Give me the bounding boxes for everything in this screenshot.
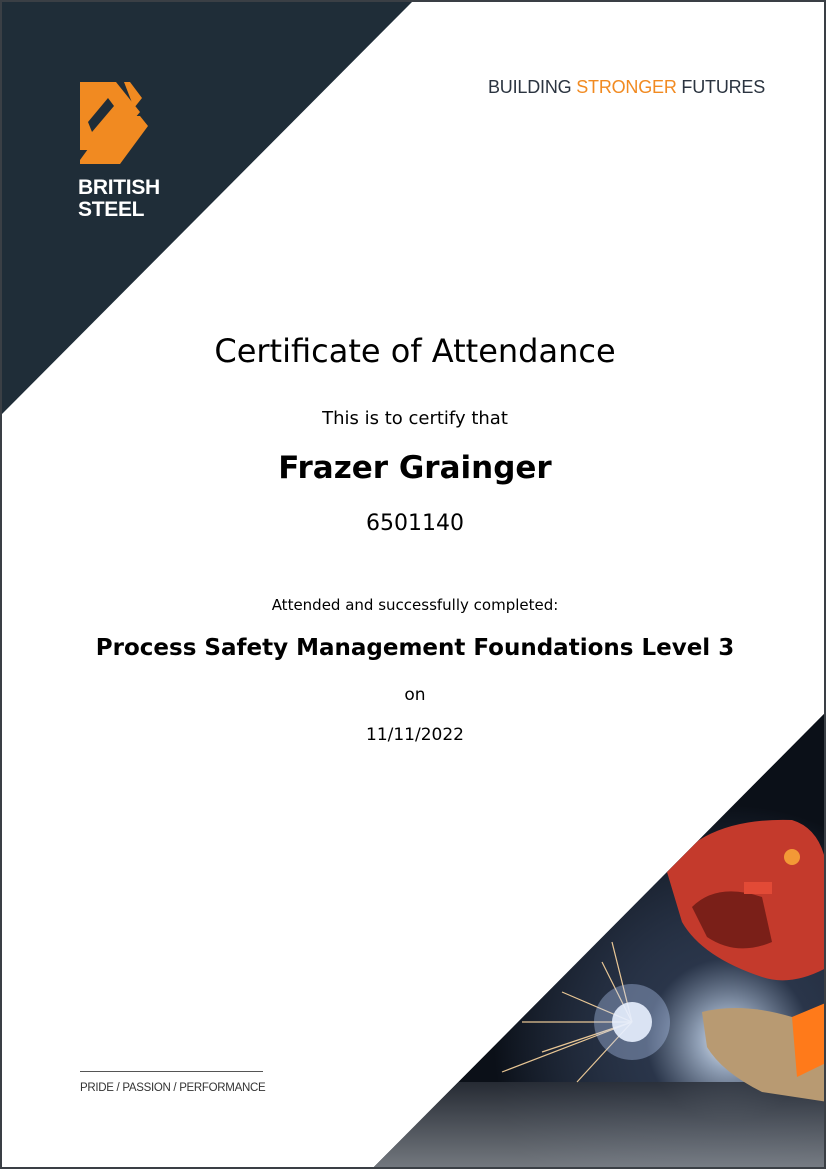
recipient-number: 6501140 — [366, 511, 464, 536]
on-text: on — [404, 685, 426, 705]
brand-tagline — [488, 77, 765, 98]
logo-line-1: BRITISH — [78, 176, 160, 199]
tagline-part-2: STRONGER — [576, 77, 677, 97]
british-steel-b-mark-icon — [78, 80, 178, 175]
welder-photo — [362, 702, 826, 1169]
certify-intro: This is to certify that — [322, 408, 508, 429]
course-name: Process Safety Management Foundations Level 3 — [95, 635, 735, 661]
completed-statement: Attended and successfully completed: — [271, 596, 559, 614]
tagline-part-3: FUTURES — [676, 77, 766, 97]
logo-line-2: STEEL — [78, 198, 145, 221]
certificate-title: Certificate of Attendance — [214, 332, 616, 370]
completion-date: 11/11/2022 — [366, 725, 464, 745]
footer-motto: PRIDE / PASSION / PERFORMANCE — [80, 1082, 266, 1094]
tagline-part-1: BUILDING — [488, 77, 577, 97]
recipient-name: Frazer Grainger — [278, 450, 552, 486]
brand-logo-text — [78, 177, 160, 221]
signature-line — [80, 1071, 263, 1072]
